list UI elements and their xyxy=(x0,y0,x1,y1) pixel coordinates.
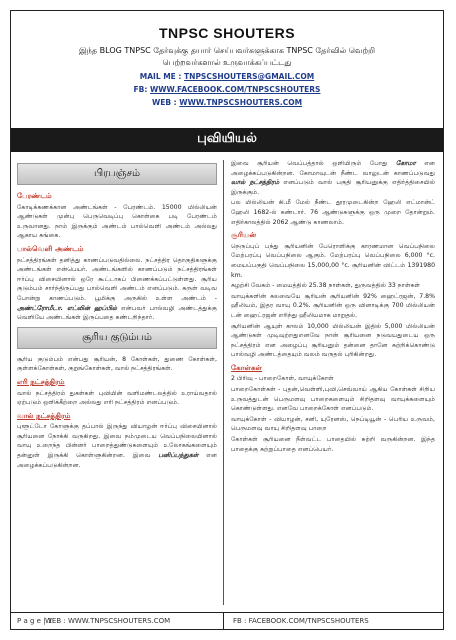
footer xyxy=(11,612,443,629)
paragraph-text: புளூட்டோ கோளுக்கு தப்பால் இருந்து வியாழன் ஈர்ப்பு விசையினால் சூரியனை நோக்கி வருகிறது. இவை நம்முடைய வெப்பநிலையினால் வாயு உறைந்த பின்னர் பாறைத்துண்டுகளையும் உலோகங்களையும் தன்னுள் இருக்கி கொள்ளுகின்றன. இவை xyxy=(17,423,217,460)
footer-web-link[interactable]: WEB : WWW.TNPSCSHOUTERS.COM xyxy=(45,617,171,625)
footer-divider xyxy=(223,613,224,629)
column-divider xyxy=(223,160,224,605)
subheading: கோள்கள் xyxy=(231,362,263,372)
page-title: புவியியல் xyxy=(197,131,257,146)
paragraph: 2 பிரிவு - பாறைகோள், வாயுக்கோள் xyxy=(231,375,334,383)
paragraph-text: எனப்படும் வால் பகுதி சூரியனுக்கு எதிர்த்திசையில் இருக்கும். xyxy=(231,179,435,196)
document-page xyxy=(10,10,444,630)
contact-mail xyxy=(11,72,443,82)
paragraph-text: என அழைக்கப்படுகின்றன. xyxy=(17,452,218,469)
web-link[interactable]: WWW.TNPSCSHOUTERS.COM xyxy=(179,98,303,107)
web-label: WEB : xyxy=(151,98,177,107)
paragraph: கோடிக்கணக்கான அண்டங்கள் - பேரண்டம். 15000 மில்லியன் ஆண்டுகள் முன்பு பெருவெடிப்பு கொள்கை படி பேரண்டம் உருவானது. நாம் இருக்கும் அண்டம் பால்வெளி அண்டம் அல்லது ஆகாய கங்கை. xyxy=(17,203,217,240)
paragraph: வால் நட்சத்திரம் துகள்கள் புவியின் வளிமண்டலத்தில் உராய்வதால் ஏற்படும் ஒளிக்கீற்றை அல்லது எரி நட்சத்திரம் எனப்படும். xyxy=(17,389,217,407)
subheading: சூரியன் xyxy=(231,230,257,240)
paragraph-text: இவை சூரியன் வெப்பத்தால் ஒளியிரும் போது xyxy=(231,160,388,167)
paragraph-text: என்பவர் பால்வழி அண்டத்துக்கு வெளியே அண்டங்கள் இருப்பதை கண்டறிந்தார். xyxy=(17,304,218,322)
page-number: P a g e | 1 xyxy=(17,617,53,625)
paragraph: சூரியனின் ஆயுள் காலம் 10,000 மில்லியன் இதில் 5,000 மில்லியன் ஆண்டுகள் முடிவுற்றதுஎனவே நான் சூரியனை நடுவயதுடைய ஒரு நட்சத்திரம் என அழைப்பு சூரியனும் தன்னை தானே சுற்றிக்கொண்டு பால்வழி அண்டத்தையும் வலம் வருதல் புரிகின்றது. xyxy=(231,322,435,359)
contact-web xyxy=(11,98,443,108)
section-header-universe xyxy=(17,163,217,185)
paragraph xyxy=(17,256,217,323)
paragraph-text: நட்சத்திரங்கள் தனித்து காணப்படுவதில்லை. நட்சத்திர தொகுதிகளுக்கு அண்டங்கள் என்பெயர். அண்டங்களில் காணப்படும் நட்சத்திரங்கள் ஈர்ப்பு விசையினால் ஒரே கூட்டாகப் பிணைக்கப்பட்டுள்ளது. சூரிய குடும்பம் சார்ந்திருப்பது பால்வெளி அண்டம் எனப்படும். சுருள் வடிவ போன்று காணப்படும். பூமிக்கு அருகில் உள்ள அண்டம் - xyxy=(17,256,217,302)
section-header-solar-system xyxy=(17,327,217,349)
tagline: இந்த BLOG TNPSC தேர்வுக்கு தயார் செய்பவர்களுக்காக TNPSC தேர்வில் வெற்றி பெற்றவர்களால் உருவாக்கப்பட்டது xyxy=(79,46,375,67)
paragraph xyxy=(17,422,217,470)
emphasis-text: அண்ட்ரோமீடா. எட்வின் ஹப்பில் xyxy=(17,304,118,312)
paragraph: பல மில்லியன் கி.மீ மேல் நீண்ட தூரமுடைகின்ற ஹேலி எட்மான்ட் ஹேலி 1682-ல் கண்டார். 76 ஆண்டுகளுக்கு ஒரு முறை தோன்றும். எதிர்காலத்தில் 2062 ஆண்டு காணலாம். xyxy=(231,199,435,226)
paragraph: நெருப்புப் பந்து சூரியனின் பேரொளிக்கு காரணமான வெப்பநிலை மேற்பரப்பு வெப்பநிலை ஆகும். மேற்பரப்பு வெப்பநிலை 6,000 °c. மையப்பகுதி வெப்பநிலை 15,000,00 °c. சூரியனின் விட்டம் 1391980 km. xyxy=(231,242,435,279)
emphasis-text: வால் நட்சத்திரம் xyxy=(231,179,280,187)
footer-fb-link[interactable]: FB : FACEBOOK.COM/TNPSCSHOUTERS xyxy=(233,617,369,625)
paragraph: வாயுக்கோள் - வியாழன், சனி, யுரேனஸ், நெப்டியூன் - பெரிய உருவம், பெருமளவு வாயு சிறிதளவு பாறை xyxy=(231,415,435,433)
subheading: வால் நட்சத்திரம் xyxy=(17,410,71,420)
paragraph: வாயுக்களின் கலவையே சூரியன் சூரியனின் 92% ஹைட்ரஜன், 7.8% ஹீலியம், இதர வாயு 0.2%. சூரியனின் ஒரு வினாடிக்கு 700 மில்லியன் டன் ஹைட்ரஜன் எரிந்து ஹீலியமாக மாறுதல். xyxy=(231,292,435,319)
paragraph: சுழற்சி வேகம் - மையத்தில் 25.38 நாள்கள், துருவத்தில் 33 நாள்கள் xyxy=(231,282,421,290)
subheading: பேரண்டம் xyxy=(17,191,52,200)
subheading: பால்வெளி அண்டம் xyxy=(17,243,84,253)
paragraph: பாறைகோள்கள் - புதன்,வெள்ளி,புவி,செவ்வாய் ஆகிய கோள்கள் சிறிய உருவத்துடன் பெருமளவு பாறைகளையும் சிறிதளவு வாயுக்களையும் கொண்டுள்ளது. எனவே பாறைக்கோள் எனப்படும். xyxy=(231,386,435,413)
section-title: பிரபஞ்சம் xyxy=(93,168,141,179)
emphasis-text: கோமா xyxy=(395,160,416,167)
brand-title: TNPSC SHOUTERS xyxy=(158,25,296,41)
paragraph: கோள்கள் சூரியனை நீள்வட்ட பாதையில் சுற்றி வருகின்றன. இந்த பாதைக்கு சுற்றுப்பாதை எனப்பெயர். xyxy=(231,436,435,453)
paragraph-text: என அழைக்கப்படுகின்றன. கோமாவுடன் நீண்ட வாலுடன் காணப்படுவது xyxy=(231,160,436,177)
paragraph: சூரிய குடும்பம் என்பது சூரியன், 8 கோள்கள், துணை கோள்கள், குள்ளக்கோள்கள், குறுங்கோள்கள், வால் நட்சத்திரங்கள். xyxy=(17,355,217,373)
mail-label: MAIL ME : xyxy=(139,72,182,81)
title-banner xyxy=(11,128,443,152)
emphasis-text: பனிப்பந்துகள் xyxy=(158,452,199,460)
fb-label: FB: xyxy=(133,85,148,94)
paragraph xyxy=(231,159,435,197)
right-column xyxy=(231,159,435,455)
contact-fb xyxy=(11,85,443,95)
subheading: எரி நட்சத்திரம் xyxy=(17,376,65,386)
fb-link[interactable]: WWW.FACEBOOK.COM/TNPSCSHOUTERS xyxy=(150,85,321,94)
left-column xyxy=(17,159,217,471)
header xyxy=(11,11,443,123)
mail-link[interactable]: TNPSCSHOUTERS@GMAIL.COM xyxy=(184,72,315,81)
section-title: சூரிய குடும்பம் xyxy=(82,331,152,343)
